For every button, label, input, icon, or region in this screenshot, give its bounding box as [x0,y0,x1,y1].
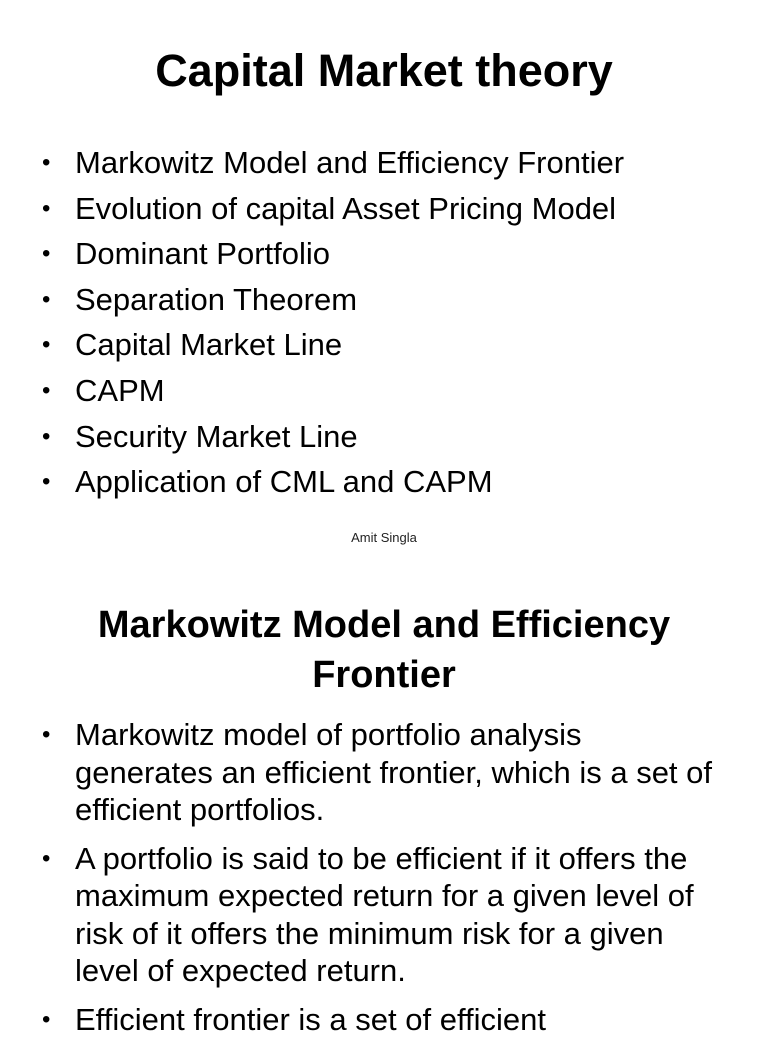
list-item [40,414,740,460]
slide-title: Markowitz Model and Efficiency Frontier [97,604,671,696]
slide-title: Capital Market theory [155,45,613,96]
list-item-text: A portfolio is said to be efficient if it offers the maximum expected return for a given level of risk of it offers the minimum risk for a given level of expected return. [75,840,694,988]
list-item-text: Markowitz Model and Efficiency Frontier [75,145,625,180]
slide-footer-author: Amit Singla [351,530,417,545]
list-item [40,459,740,505]
list-item [40,186,740,232]
list-item [40,277,740,323]
bullet-icon: • [42,422,51,450]
list-item-text: CAPM [75,372,165,408]
bullet-icon: • [42,844,51,872]
list-item [40,716,715,829]
list-item-text: Dominant Portfolio [75,236,331,272]
bullet-icon: • [42,331,51,359]
bullet-icon: • [42,194,51,222]
list-item-text: Efficient frontier is a set of efficient [75,1001,546,1037]
bullet-icon: • [42,240,51,268]
bullet-icon: • [42,376,51,404]
list-item [40,840,715,990]
list-item [40,322,740,368]
list-item-text: Evolution of capital Asset Pricing Model [75,190,617,226]
list-item [40,1001,715,1039]
slide-markowitz-model [0,580,768,1037]
list-item [40,368,740,414]
list-item-text: Separation Theorem [75,281,358,317]
list-item-text: Application of CML and CAPM [75,464,493,500]
list-item [40,140,740,186]
list-item-text: Capital Market Line [75,327,343,363]
list-item-text: Markowitz model of portfolio analysis generates an efficient frontier, which is a set of efficient portfolios. [75,717,713,827]
bullet-icon: • [42,468,51,496]
bullet-icon: • [42,285,51,313]
list-item [40,231,740,277]
content-list [40,716,740,1049]
bullet-icon: • [42,149,51,176]
bullet-icon: • [42,1005,51,1033]
bullet-icon: • [42,721,51,748]
topic-list [40,140,740,505]
list-item-text: Security Market Line [75,418,358,454]
